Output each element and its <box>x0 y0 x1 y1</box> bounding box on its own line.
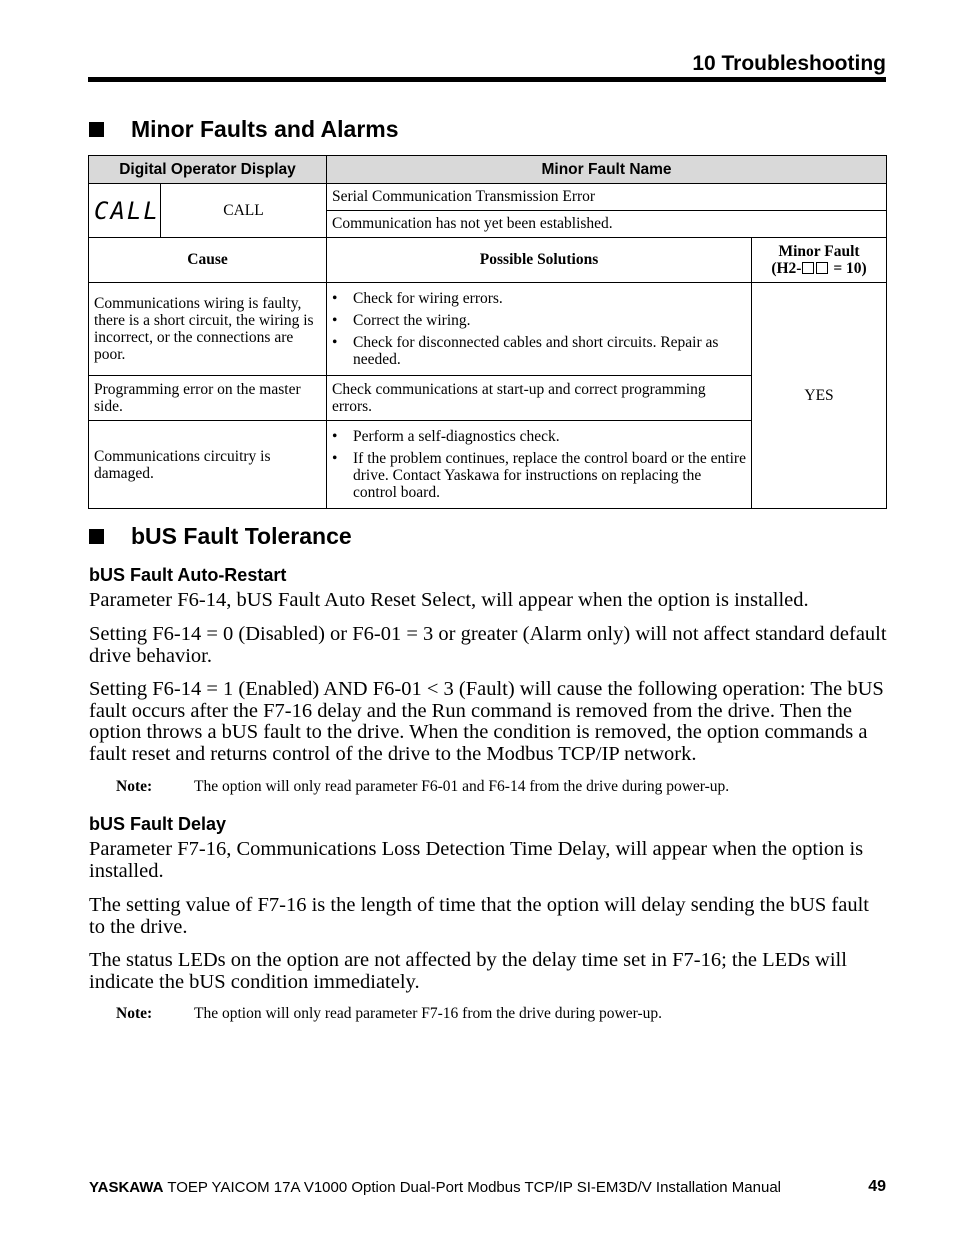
solutions-cell <box>327 283 752 376</box>
note-text: The option will only read parameter F6-01 and F6-14 from the drive during power-up. <box>194 778 730 795</box>
placeholder-box-icon <box>816 262 828 274</box>
header-possible-solutions: Possible Solutions <box>327 238 752 283</box>
header-minor-fault-name: Minor Fault Name <box>327 156 887 184</box>
seven-segment-display-code: CALL <box>94 196 160 225</box>
page-header-title: 10 Troubleshooting <box>692 52 886 75</box>
footer-brand: YASKAWA <box>89 1179 164 1196</box>
cause-cell: Communications wiring is faulty, there is a short circuit, the wiring is incorrect, or the connections are poor. <box>89 283 327 376</box>
solutions-cell: Check communications at start-up and correct programming errors. <box>327 376 752 421</box>
solution-item: • Perform a self-diagnostics check. <box>332 428 746 445</box>
section-heading-text: Minor Faults and Alarms <box>131 116 399 142</box>
solution-item: • Check for disconnected cables and short circuits. Repair as needed. <box>332 334 746 368</box>
paragraph: The setting value of F7-16 is the length of time that the option will delay sending the bUS fault to the drive. <box>89 894 870 938</box>
paragraph: Parameter F6-14, bUS Fault Auto Reset Select, will appear when the option is installed. <box>89 589 809 611</box>
header-cause: Cause <box>89 238 327 283</box>
paragraph: Parameter F7-16, Communications Loss Detection Time Delay, will appear when the option is installed. <box>89 838 864 882</box>
paragraph: Setting F6-14 = 0 (Disabled) or F6-01 = 3 or greater (Alarm only) will not affect standard default drive behavior. <box>89 623 887 667</box>
paragraph: Setting F6-14 = 1 (Enabled) AND F6-01 < 3 (Fault) will cause the following operation: The bUS fault occurs after the F7-16 delay and the Run command is removed from the drive. Then the option throws a bUS fault to the drive. When the condition is removed, the option commands a fault reset and returns control of the drive to the Modbus TCP/IP network. <box>89 678 884 765</box>
footer-manual-title: TOEP YAICOM 17A V1000 Option Dual-Port Modbus TCP/IP SI-EM3D/V Installation Manual <box>163 1179 781 1196</box>
section-heading-text: bUS Fault Tolerance <box>131 523 352 549</box>
solution-item: • Correct the wiring. <box>332 312 746 329</box>
page-footer <box>89 1179 781 1196</box>
solution-item: • If the problem continues, replace the control board or the entire drive. Contact Yaskawa for instructions on replacing the control board. <box>332 450 746 501</box>
solution-item: • Check for wiring errors. <box>332 290 746 307</box>
header-rule <box>88 77 886 82</box>
minor-fault-label: Minor Fault <box>778 243 860 260</box>
placeholder-box-icon <box>802 262 814 274</box>
solutions-cell <box>327 421 752 509</box>
square-bullet-icon <box>89 122 104 137</box>
subheading-auto-restart: bUS Fault Auto-Restart <box>89 565 287 585</box>
note-label: Note: <box>116 778 153 795</box>
note-label: Note: <box>116 1005 153 1022</box>
minor-fault-value-cell: YES <box>752 283 887 509</box>
section-heading-bus-fault-tolerance <box>89 523 352 550</box>
paragraph: The status LEDs on the option are not affected by the delay time set in F7-16; the LEDs will indicate the bUS condition immediately. <box>89 949 847 993</box>
note <box>116 778 729 796</box>
subheading-fault-delay: bUS Fault Delay <box>89 814 227 834</box>
note-text: The option will only read parameter F7-16 from the drive during power-up. <box>194 1005 663 1022</box>
fault-name-cell: Serial Communication Transmission Error <box>327 184 887 211</box>
fault-description-cell: Communication has not yet been established. <box>327 211 887 238</box>
display-code-cell <box>89 184 161 238</box>
header-digital-operator-display: Digital Operator Display <box>89 156 327 184</box>
page-number: 49 <box>868 1178 886 1195</box>
header-minor-fault <box>752 238 887 283</box>
section-heading-minor-faults <box>89 116 399 143</box>
display-text-cell: CALL <box>161 184 327 238</box>
square-bullet-icon <box>89 529 104 544</box>
cause-cell: Programming error on the master side. <box>89 376 327 421</box>
minor-fault-table <box>88 155 887 509</box>
minor-fault-param-prefix: (H2- <box>771 260 802 277</box>
cause-cell: Communications circuitry is damaged. <box>89 421 327 509</box>
note <box>116 1005 662 1023</box>
minor-fault-param-suffix: = 10) <box>829 260 867 277</box>
